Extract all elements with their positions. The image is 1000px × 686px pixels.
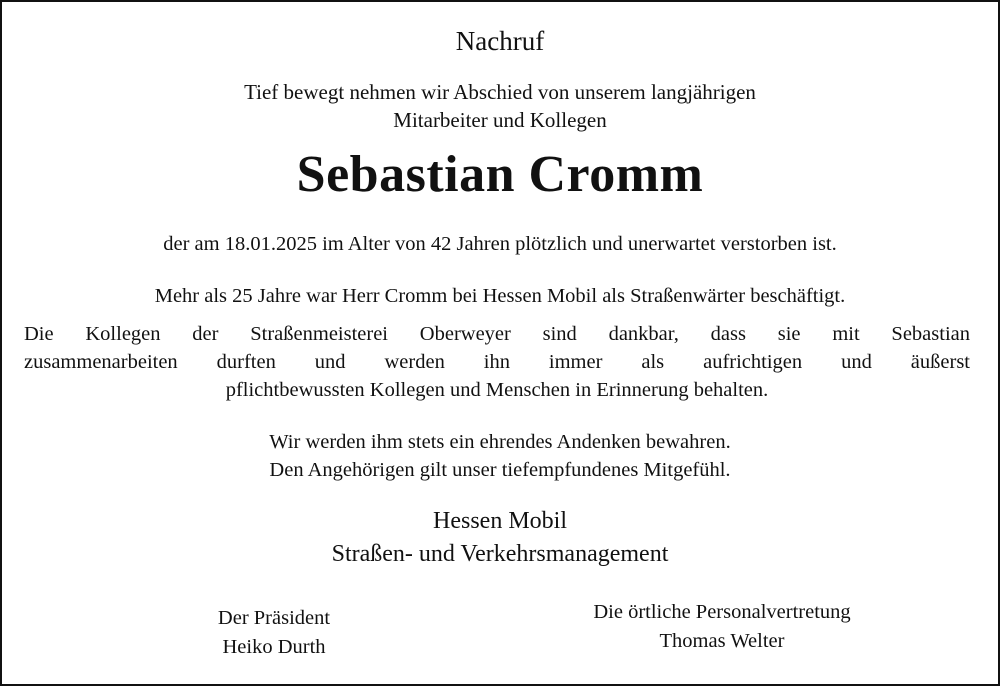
colleagues-paragraph — [24, 320, 970, 404]
signatory-role: Der Präsident — [217, 607, 331, 629]
signatory-role: Die örtliche Personalvertretung — [593, 601, 851, 623]
intro-line-1: Tief bewegt nehmen wir Abschied von unserem langjährigen — [244, 80, 756, 104]
remembrance-line-2: Den Angehörigen gilt unser tiefempfundenes Mitgefühl. — [269, 459, 731, 481]
service-paragraph: Mehr als 25 Jahre war Herr Cromm bei Hessen Mobil als Straßenwärter beschäftigt. — [154, 285, 846, 307]
deceased-name: Sebastian Cromm — [296, 146, 704, 203]
organization-name: Hessen Mobil — [433, 508, 567, 534]
signatory-staff-council — [542, 598, 902, 656]
signatory-name: Heiko Durth — [222, 636, 326, 658]
death-date-paragraph: der am 18.01.2025 im Alter von 42 Jahren plötzlich und unerwartet verstorben ist. — [163, 233, 837, 255]
colleagues-line-1: Die Kollegen der Straßenmeisterei Oberweyer sind dankbar, dass sie mit Sebastian — [24, 323, 970, 345]
remembrance-line-1: Wir werden ihm stets ein ehrendes Andenken bewahren. — [269, 431, 731, 453]
colleagues-line-3: pflichtbewussten Kollegen und Menschen in Erinnerung behalten. — [225, 379, 769, 401]
organization-subtitle: Straßen- und Verkehrsmanagement — [331, 541, 669, 567]
colleagues-line-2: zusammenarbeiten durften und werden ihn immer als aufrichtigen und äußerst — [24, 351, 970, 373]
intro-line-2: Mitarbeiter und Kollegen — [393, 108, 607, 132]
notice-title: Nachruf — [455, 26, 545, 56]
signatory-name: Thomas Welter — [659, 630, 785, 652]
signatory-president — [174, 604, 374, 662]
